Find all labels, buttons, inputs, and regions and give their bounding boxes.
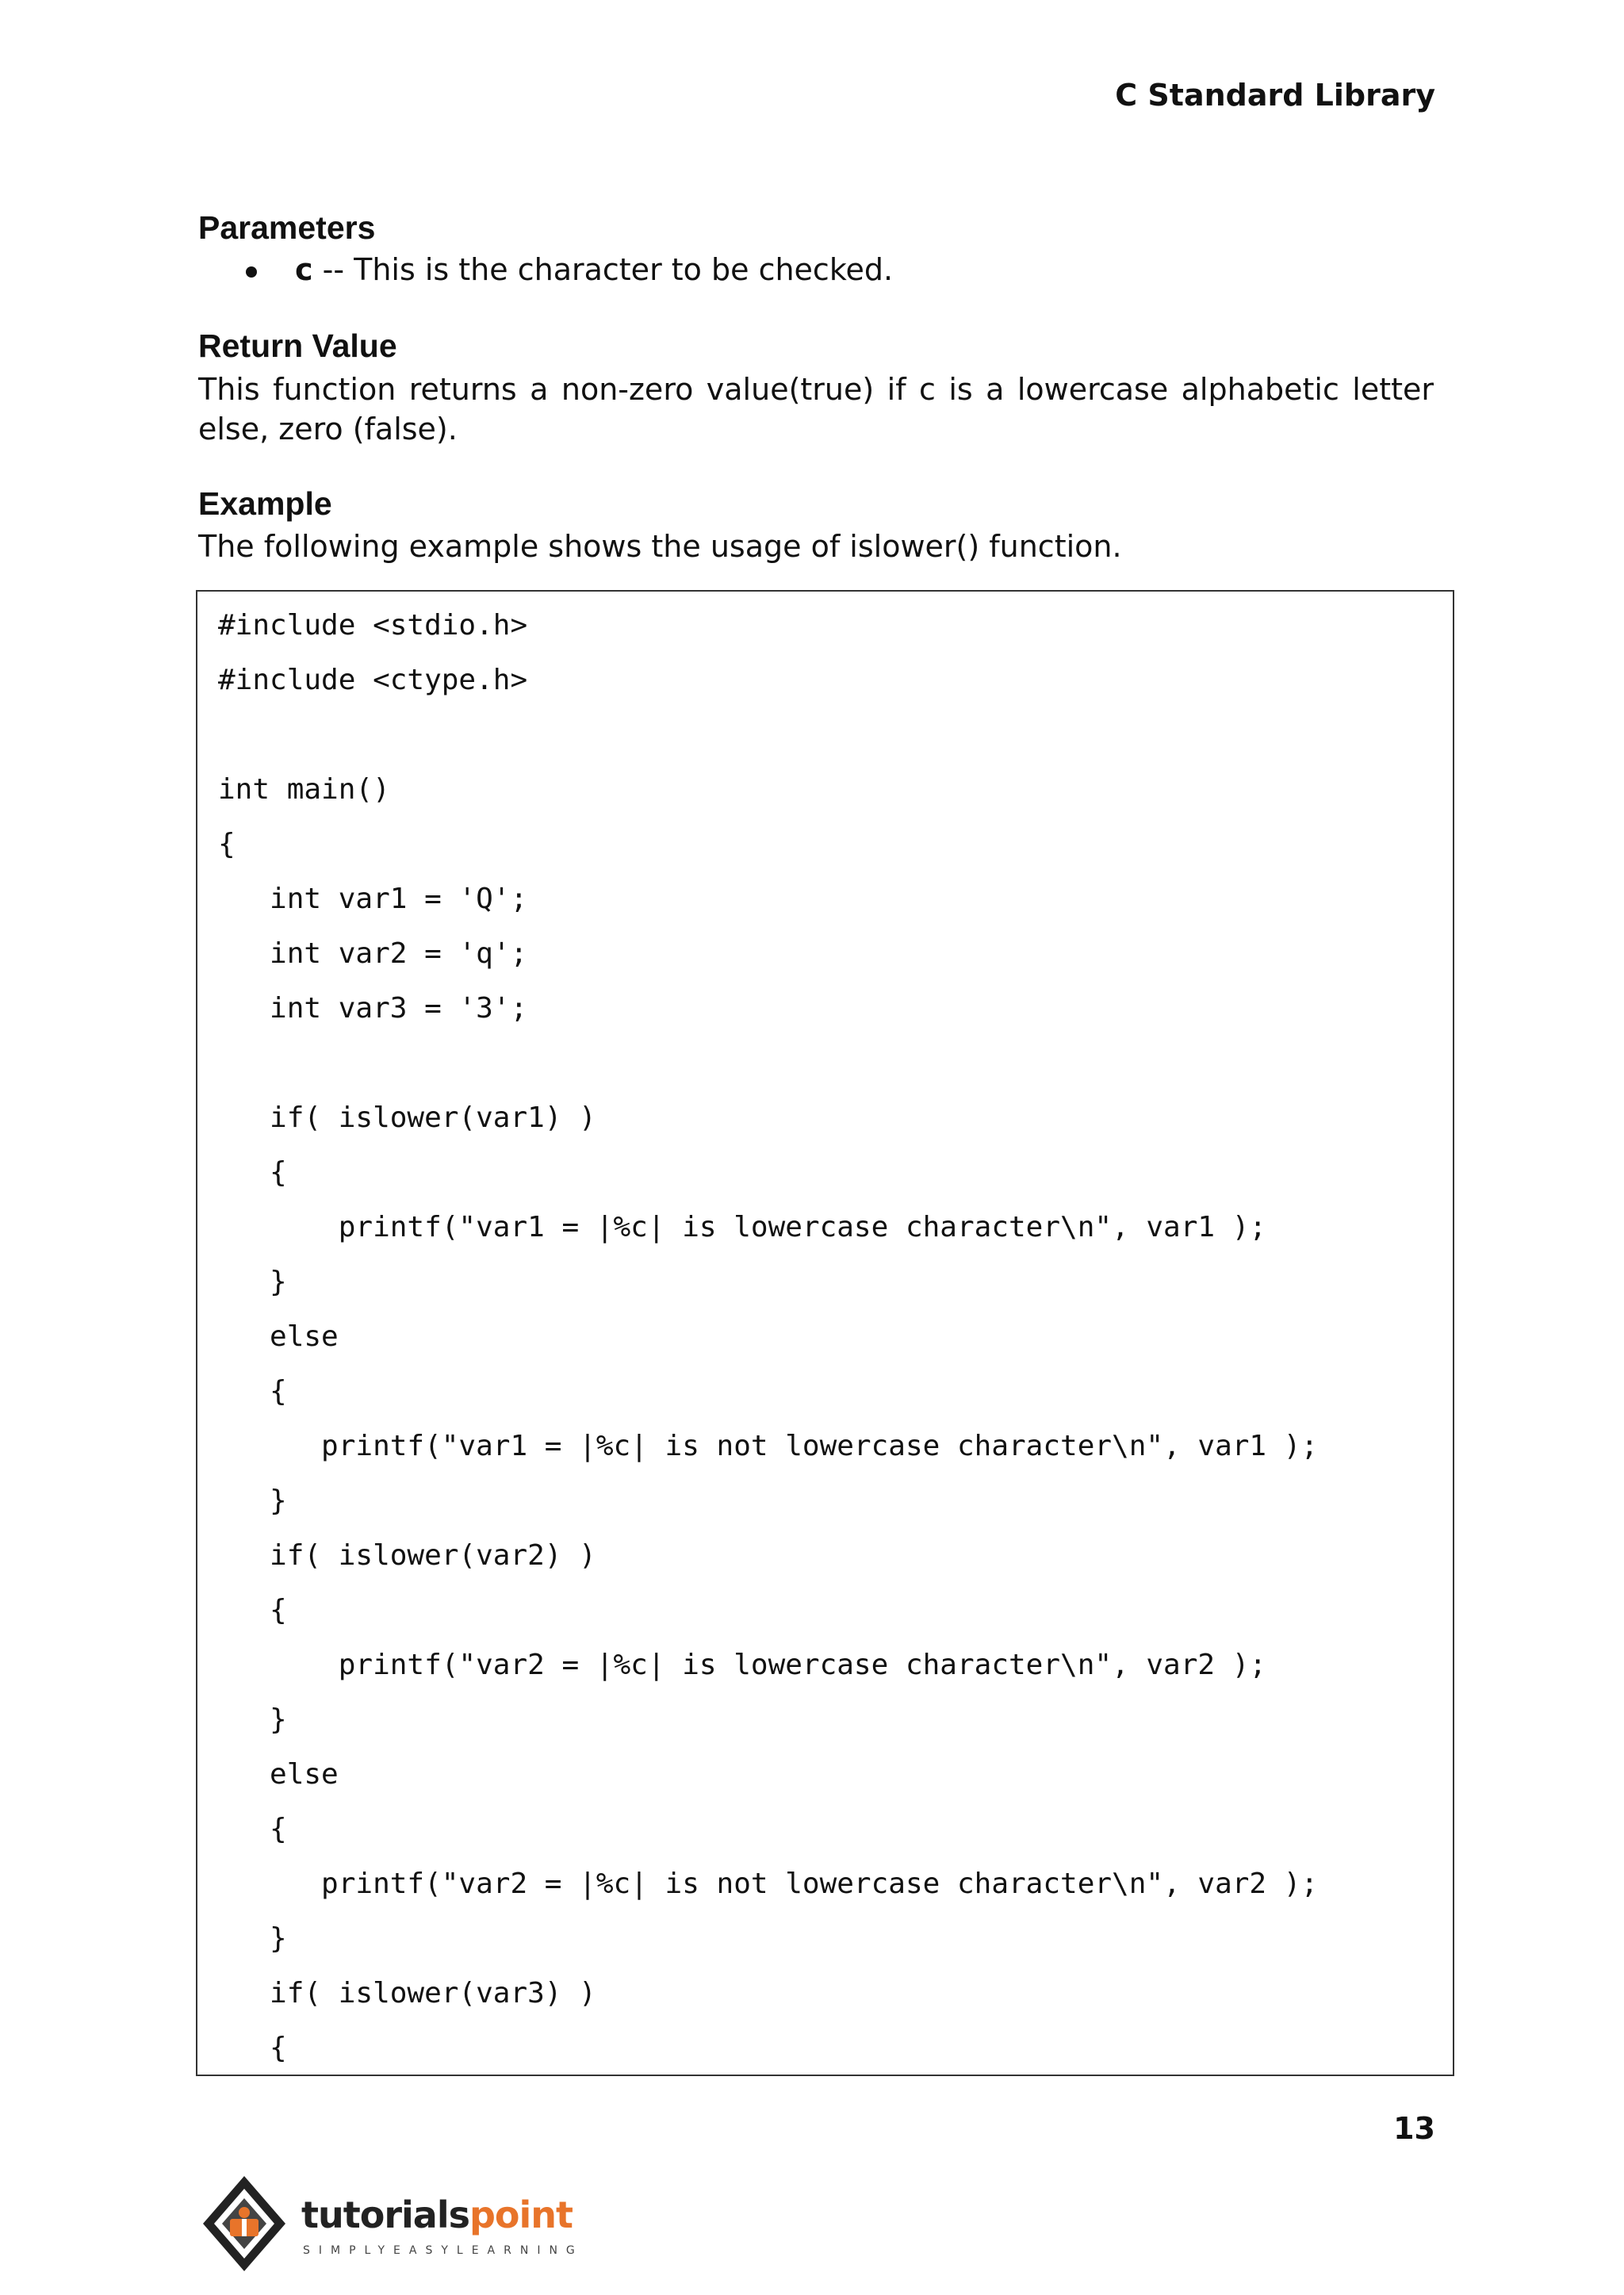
running-header: C Standard Library — [1115, 78, 1435, 113]
code-line: } — [218, 1922, 287, 1955]
code-line: { — [218, 1375, 287, 1408]
return-value-text: This function returns a non-zero value(true) if c is a lowercase alphabetic letter else, zero (false). — [198, 372, 1434, 446]
code-line: int main() — [218, 773, 390, 806]
code-line: { — [218, 828, 236, 860]
code-line: if( islower(var1) ) — [218, 1102, 596, 1134]
parameter-description: -- This is the character to be checked. — [312, 252, 894, 287]
example-heading: Example — [198, 485, 332, 522]
code-line: printf("var1 = |%c| is not lowercase character\n", var1 ); — [218, 1430, 1319, 1462]
code-line: int var2 = 'q'; — [218, 937, 528, 970]
code-line: { — [218, 1156, 287, 1189]
code-line: if( islower(var2) ) — [218, 1539, 596, 1572]
code-line: { — [218, 2032, 287, 2064]
logo-wordmark — [301, 2193, 573, 2236]
parameters-heading: Parameters — [198, 209, 376, 246]
code-line: #include <ctype.h> — [218, 664, 528, 696]
bullet-icon — [246, 266, 257, 278]
logo-word-point: point — [469, 2193, 573, 2236]
code-line: else — [218, 1320, 339, 1353]
code-block — [196, 590, 1454, 2076]
code-line: int var3 = '3'; — [218, 992, 528, 1025]
tutorialspoint-logo — [197, 2170, 584, 2289]
return-value-heading: Return Value — [198, 328, 397, 364]
code-line: int var1 = 'Q'; — [218, 883, 528, 915]
code-line: printf("var1 = |%c| is lowercase character\n", var1 ); — [218, 1211, 1267, 1243]
logo-tagline: SIMPLYEASYLEARNING — [303, 2244, 584, 2257]
logo-emblem-icon — [197, 2170, 292, 2289]
code-line: printf("var2 = |%c| is not lowercase character\n", var2 ); — [218, 1868, 1319, 1900]
example-intro-text: The following example shows the usage of islower() function. — [198, 529, 1122, 564]
code-line: { — [218, 1594, 287, 1626]
code-line: } — [218, 1266, 287, 1298]
parameter-text — [295, 252, 893, 287]
parameter-term: c — [295, 252, 313, 287]
code-line: printf("var2 = |%c| is lowercase character\n", var2 ); — [218, 1649, 1267, 1681]
code-line: else — [218, 1758, 339, 1791]
page-number: 13 — [1393, 2111, 1435, 2146]
code-line: } — [218, 1703, 287, 1736]
logo-word-tutorials: tutorials — [301, 2193, 469, 2236]
code-line: { — [218, 1813, 287, 1845]
code-line: #include <stdio.h> — [218, 609, 528, 642]
code-line: } — [218, 1485, 287, 1517]
code-line: if( islower(var3) ) — [218, 1977, 596, 2010]
